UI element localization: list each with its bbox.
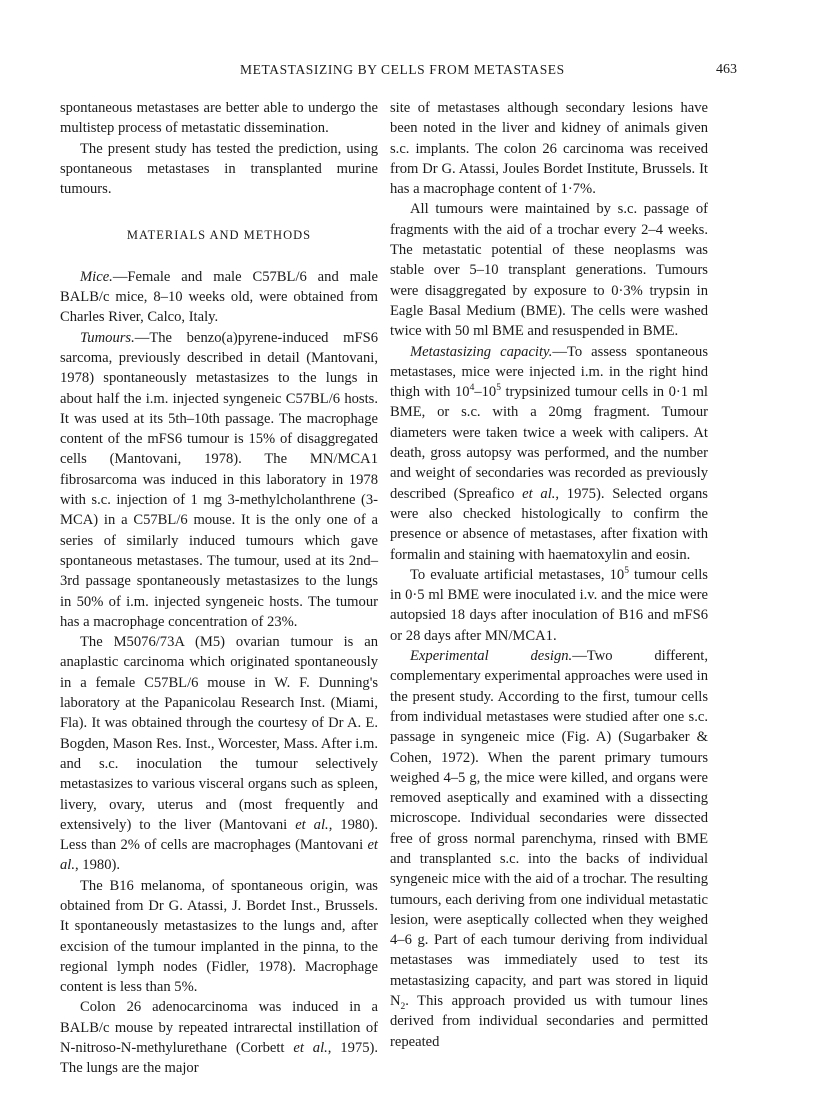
paragraph-present-study	[60, 139, 378, 200]
paragraph-intro-continued	[60, 98, 378, 139]
paragraph-text: To evaluate artificial metastases, 10	[410, 566, 625, 583]
run-in-heading-capacity: Metastasizing capacity.	[410, 343, 553, 360]
paragraph-text: tumour cells in 0·5 ml BME were inoculated i.v. and the mice were autopsied 18 days after inoculation of B16 and mFS6 or 28 days after MN/MCA1.	[390, 566, 708, 644]
paragraph-text: , 1980). Less than 2% of cells are macrophages (Mantovani	[60, 816, 378, 854]
paragraph-colon-continued	[390, 98, 708, 199]
et-al-italic: et al.	[293, 1040, 328, 1057]
paragraph-artificial-metastases	[390, 565, 708, 646]
run-in-heading-mice: Mice.	[80, 268, 113, 285]
superscript: 5	[624, 565, 629, 576]
paragraph-text: All tumours were maintained by s.c. passage of fragments with the aid of a trochar every 2–4 weeks. The metastatic potential of these neoplasms was stable over 5–10 transplant generations. Tumours were disaggregated by exposure to 0·3% trypsin in Eagle Basal Medium (BME). The cells were washed twice with 50 ml BME and resuspended in BME.	[390, 201, 708, 340]
paragraph-mice	[60, 267, 378, 328]
right-column	[390, 98, 708, 1052]
paragraph-text: , 1980).	[75, 857, 120, 874]
et-al-italic: et al.	[60, 837, 378, 874]
paragraph-text: site of metastases although secondary lesions have been noted in the liver and kidney of animals given s.c. implants. The colon 26 carcinoma was received from Dr G. Atassi, Joules Bordet Institute, Brussels. It has a macrophage content of 1·7%.	[390, 100, 708, 198]
subscript: 2	[400, 1001, 406, 1012]
paragraph-text: The B16 melanoma, of spontaneous origin, was obtained from Dr G. Atassi, J. Bordet Inst., Brussels. It spontaneously metastasizes to the lungs and, after excision of the tumour implanted in the pinna, to the regional lymph nodes (Fidler, 1978). Macrophage content is less than 5%.	[60, 877, 378, 996]
paragraph-text: The present study has tested the prediction, using spontaneous metastases in transplanted murine tumours.	[60, 140, 378, 198]
paragraph-text: —The benzo(a)pyrene-induced mFS6 sarcoma, previously described in detail (Mantovani, 1978) spontaneously metastasizes to the lungs in about half the i.m. injected syngeneic C57BL/6 hosts. It was used at its 5th–10th passage. The macrophage content of the mFS6 tumour is 15% of disaggregated cells (Mantovani, 1978). The MN/MCA1 fibrosarcoma was induced in this laboratory in 1978 with s.c. injection of 1 mg 3-methylcholanthrene (3-MCA) in a C57BL/6 mouse. It is the only one of a series of similarly induced tumours which gave spontaneous metastases. The tumour, used at its 2nd–3rd passage spontaneously metastasizes to the lungs in 50% of i.m. injected syngeneic hosts. The tumour has a macrophage concentration of 23%.	[60, 329, 378, 630]
run-in-heading-design: Experimental design.	[410, 648, 573, 665]
paragraph-text: spontaneous metastases are better able to undergo the multistep process of metastatic dissemination.	[60, 100, 378, 137]
paragraph-colon-26	[60, 997, 378, 1078]
page-number: 463	[716, 62, 737, 77]
running-title: METASTASIZING BY CELLS FROM METASTASES	[240, 62, 565, 77]
paragraph-text: The M5076/73A (M5) ovarian tumour is an anaplastic carcinoma which originated spontaneously in a female C57BL/6 mouse in W. F. Dunning's laboratory at the Papanicolau Research Inst. (Miami, Fla). It was obtained through the courtesy of Dr A. E. Bogden, Mason Res. Inst., Worcester, Mass. After i.m. and s.c. inoculation the tumour selectively metastasizes to various visceral organs such as spleen, livery, ovary, uterus and (most frequently and extensively) to the liver (Mantovani	[60, 634, 378, 833]
paragraph-text: Colon 26 adenocarcinoma was induced in a BALB/c mouse by repeated intrarectal instillation of N-nitroso-N-methylurethane (Corbett	[60, 999, 378, 1057]
paragraph-m5-tumour	[60, 632, 378, 876]
et-al-italic: et al.	[522, 485, 556, 502]
paragraph-text: –10	[474, 384, 497, 401]
superscript: 5	[496, 383, 501, 394]
superscript: 4	[469, 383, 475, 394]
paragraph-maintenance	[390, 199, 708, 341]
page-header	[0, 62, 816, 84]
et-al-italic: et al.	[295, 816, 329, 833]
paragraph-experimental-design	[390, 646, 708, 1052]
paragraph-text: —Two different, complementary experimental approaches were used in the present study. According to the first, tumour cells from individual metastases were studied after one s.c. passage in syngeneic mice (Fig. A) (Sugarbaker & Cohen, 1972). When the parent primary tumours weighed 4–5 g, the mice were killed, and organs were removed aseptically and examined with a dissecting microscope. Individual secondaries were dissected free of gross normal parenchyma, rinsed with BME and transplanted s.c. into the backs of individual syngeneic mice with the aid of a trochar. The resulting tumours, each deriving from one individual metastatic lesion, were aseptically collected when they weighed 4–6 g. Part of each tumour deriving from individual metastases was immediately used to test its metastasizing capacity, and part was stored in liquid N	[390, 648, 708, 1010]
paragraph-text: trypsinized tumour cells in 0·1 ml BME, or s.c. with a 20mg fragment. Tumour diameters were taken twice a week with calipers. At death, gross autopsy was performed, and the number and weight of secondaries was recorded as previously described (Spreafico	[390, 384, 708, 502]
left-column	[60, 98, 378, 1079]
paragraph-tumours	[60, 328, 378, 632]
paragraph-text: , 1975). Selected organs were also checked histologically to confirm the presence or absence of metastases, after fixation with formalin and staining with haematoxylin and eosin.	[390, 485, 708, 563]
paragraph-text: , 1975). The lungs are the major	[60, 1040, 379, 1077]
paragraph-metastasizing-capacity	[390, 342, 708, 565]
run-in-heading-tumours: Tumours.	[80, 329, 135, 346]
paragraph-text: . This approach provided us with tumour lines derived from individual secondaries and permitted repeated	[390, 993, 708, 1050]
paragraph-text: —To assess spontaneous metastases, mice were injected i.m. in the right hind thigh with 10	[390, 343, 708, 401]
paragraph-text: —Female and male C57BL/6 and male BALB/c mice, 8–10 weeks old, were obtained from Charles River, Calco, Italy.	[60, 268, 378, 326]
paragraph-b16-melanoma	[60, 876, 378, 998]
section-heading-materials-methods: MATERIALS AND METHODS	[126, 228, 312, 243]
